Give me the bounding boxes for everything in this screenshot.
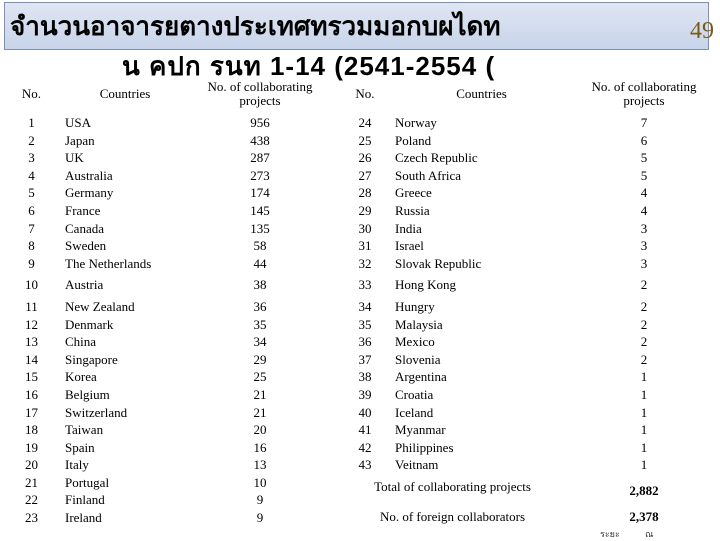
table-row — [337, 439, 720, 457]
project-count: 956 — [250, 115, 270, 130]
row-number: 29 — [358, 202, 372, 218]
country-name: Slovenia — [395, 351, 441, 367]
total-projects-row — [337, 474, 720, 500]
country-name: The Netherlands — [65, 255, 152, 271]
row-number: 22 — [25, 492, 38, 508]
country-name: Austria — [65, 277, 104, 293]
row-number: 5 — [28, 185, 35, 201]
country-name: USA — [65, 115, 92, 130]
row-number: 43 — [358, 457, 372, 473]
country-name: Malaysia — [395, 316, 443, 332]
header-projects — [185, 74, 335, 114]
country-name: New Zealand — [65, 298, 135, 314]
country-name: Canada — [65, 220, 104, 236]
header-projects-line1: No. of collaborating — [207, 79, 313, 94]
table-row — [337, 386, 720, 404]
country-name: France — [65, 202, 101, 218]
country-name: Spain — [65, 439, 95, 455]
country-name: Veitnam — [395, 457, 439, 473]
table-row — [0, 474, 335, 492]
project-count: 145 — [250, 202, 270, 218]
header-projects-line2: projects — [623, 93, 665, 108]
table-row — [0, 255, 335, 273]
right-table-body — [337, 114, 720, 526]
table-row — [337, 237, 720, 255]
right-table — [337, 74, 720, 526]
table-row — [0, 149, 335, 167]
foreign-collaborators-row — [337, 500, 720, 526]
foreign-collaborators-value: 2,378 — [629, 509, 659, 525]
row-number: 23 — [25, 510, 38, 526]
row-number: 4 — [28, 167, 35, 183]
project-count: 4 — [640, 185, 648, 201]
country-name: Myanmar — [395, 422, 446, 438]
row-number: 20 — [25, 457, 38, 473]
row-number: 27 — [358, 167, 372, 183]
row-number: 8 — [28, 238, 35, 254]
project-count: 2 — [640, 334, 648, 350]
country-name: Poland — [395, 132, 432, 148]
row-number: 11 — [25, 298, 38, 314]
project-count: 36 — [253, 298, 267, 314]
page-subtitle: น คปก รนท 1-14 (2541-2554 ( — [122, 51, 496, 81]
project-count: 58 — [253, 238, 267, 254]
row-number: 19 — [25, 439, 38, 455]
row-number: 7 — [28, 220, 35, 236]
project-count: 5 — [640, 167, 648, 183]
country-name: Russia — [395, 202, 430, 218]
project-count: 174 — [250, 185, 270, 201]
project-count: 21 — [253, 386, 267, 402]
project-count: 10 — [253, 474, 267, 490]
project-count: 3 — [640, 255, 648, 271]
table-row — [337, 132, 720, 150]
country-name: Switzerland — [65, 404, 128, 420]
project-count: 1 — [640, 369, 648, 385]
table-row — [0, 114, 335, 132]
project-count: 20 — [253, 422, 267, 438]
country-name: Ireland — [65, 510, 102, 526]
row-number: 12 — [25, 316, 38, 332]
project-count: 1 — [640, 386, 648, 402]
page-title: จำนวนอาจารยตางประเทศทรวมมอกบผไดท — [10, 11, 501, 41]
table-row — [337, 220, 720, 238]
table-row — [0, 456, 335, 474]
country-name: China — [65, 334, 97, 350]
project-count: 44 — [253, 255, 267, 271]
project-count: 4 — [640, 202, 648, 218]
country-name: Slovak Republic — [395, 255, 482, 271]
project-count: 1 — [640, 422, 648, 438]
table-row — [337, 298, 720, 316]
project-count: 9 — [256, 510, 264, 526]
project-count: 21 — [253, 404, 267, 420]
row-number: 31 — [358, 238, 372, 254]
row-number: 18 — [25, 422, 38, 438]
header-projects — [568, 74, 720, 114]
table-row — [0, 132, 335, 150]
row-number: 13 — [25, 334, 38, 350]
project-count: 1 — [640, 457, 648, 473]
row-number: 14 — [25, 351, 38, 367]
page-number: 49 — [690, 18, 714, 44]
project-count: 34 — [253, 334, 267, 350]
table-row — [0, 316, 335, 334]
country-name: South Africa — [395, 167, 462, 183]
project-count: 6 — [640, 132, 648, 148]
left-table-body — [0, 114, 335, 527]
row-number: 15 — [25, 369, 38, 385]
left-table — [0, 74, 335, 527]
country-name: Argentina — [395, 369, 447, 385]
table-row — [0, 509, 335, 527]
project-count: 38 — [253, 277, 267, 293]
country-name: Denmark — [65, 316, 114, 332]
project-count: 2 — [640, 351, 648, 367]
country-name: Greece — [395, 185, 432, 201]
table-row — [337, 316, 720, 334]
table-row — [337, 456, 720, 474]
row-number: 21 — [25, 474, 38, 490]
project-count: 7 — [640, 115, 648, 130]
project-count: 29 — [253, 351, 267, 367]
row-number: 25 — [358, 132, 372, 148]
row-number: 35 — [358, 316, 372, 332]
project-count: 3 — [640, 238, 648, 254]
footer-mark: ณ — [645, 529, 654, 539]
table-row — [337, 276, 720, 294]
table-row — [337, 114, 720, 132]
table-row — [337, 255, 720, 273]
table-row — [337, 202, 720, 220]
row-number: 3 — [28, 150, 35, 166]
table-row — [0, 220, 335, 238]
table-row — [0, 184, 335, 202]
row-number: 33 — [358, 277, 372, 293]
country-name: Singapore — [65, 351, 118, 367]
row-number: 30 — [358, 220, 372, 236]
header-projects-line2: projects — [239, 93, 281, 108]
table-row — [0, 276, 335, 294]
table-row — [0, 202, 335, 220]
table-row — [0, 386, 335, 404]
table-row — [0, 237, 335, 255]
row-number: 34 — [358, 298, 372, 314]
project-count: 287 — [250, 150, 270, 166]
project-count: 2 — [640, 277, 648, 293]
country-name: Hungry — [395, 298, 435, 314]
country-name: Australia — [65, 167, 113, 183]
country-name: Finland — [65, 492, 105, 508]
country-name: Czech Republic — [395, 150, 478, 166]
header-no: No. — [21, 86, 42, 101]
table-row — [0, 421, 335, 439]
table-row — [0, 167, 335, 185]
country-name: Taiwan — [65, 422, 104, 438]
project-count: 25 — [253, 369, 267, 385]
row-number: 17 — [25, 404, 38, 420]
table-row — [0, 491, 335, 509]
table-row — [337, 167, 720, 185]
country-name: Germany — [65, 185, 114, 201]
row-number: 36 — [358, 334, 372, 350]
total-projects-label: Total of collaborating projects — [374, 479, 531, 495]
country-name: Hong Kong — [395, 277, 457, 293]
project-count: 2 — [640, 298, 648, 314]
table-row — [0, 439, 335, 457]
project-count: 35 — [253, 316, 267, 332]
project-count: 13 — [253, 457, 267, 473]
project-count: 1 — [640, 404, 648, 420]
table-row — [337, 149, 720, 167]
project-count: 273 — [250, 167, 270, 183]
project-count: 1 — [640, 439, 648, 455]
table-row — [0, 404, 335, 422]
table-row — [0, 298, 335, 316]
row-number: 37 — [358, 351, 372, 367]
country-name: Sweden — [65, 238, 107, 254]
project-count: 438 — [250, 132, 270, 148]
table-row — [0, 351, 335, 369]
row-number: 28 — [358, 185, 372, 201]
foreign-collaborators-label: No. of foreign collaborators — [379, 509, 526, 525]
country-name: Japan — [65, 132, 95, 148]
row-number: 41 — [358, 422, 372, 438]
country-name: Italy — [65, 457, 89, 473]
row-number: 1 — [28, 115, 35, 130]
total-projects-value: 2,882 — [629, 483, 659, 499]
country-name: Israel — [395, 238, 424, 254]
country-name: Mexico — [395, 334, 435, 350]
table-row — [337, 421, 720, 439]
header-countries: Countries — [99, 86, 151, 101]
row-number: 40 — [358, 404, 372, 420]
row-number: 6 — [28, 202, 35, 218]
country-name: India — [395, 220, 422, 236]
footer-mark: ระยะ — [600, 529, 620, 539]
table-row — [337, 351, 720, 369]
project-count: 135 — [250, 220, 270, 236]
header-no: No. — [355, 86, 375, 101]
country-name: Iceland — [395, 404, 434, 420]
table-row — [337, 184, 720, 202]
row-number: 16 — [25, 386, 38, 402]
row-number: 42 — [358, 439, 372, 455]
table-row — [337, 368, 720, 386]
country-name: UK — [65, 150, 84, 166]
country-name: Croatia — [395, 386, 434, 402]
row-number: 9 — [28, 255, 35, 271]
country-name: Korea — [65, 369, 97, 385]
country-name: Philippines — [395, 439, 454, 455]
row-number: 32 — [358, 255, 372, 271]
project-count: 9 — [256, 492, 264, 508]
project-count: 2 — [640, 316, 648, 332]
country-name: Belgium — [65, 386, 110, 402]
header-countries: Countries — [456, 86, 507, 101]
row-number: 38 — [358, 369, 372, 385]
row-number: 2 — [28, 132, 35, 148]
project-count: 16 — [253, 439, 267, 455]
row-number: 39 — [358, 386, 372, 402]
project-count: 5 — [640, 150, 648, 166]
row-number: 26 — [358, 150, 372, 166]
country-name: Portugal — [65, 474, 110, 490]
row-number: 10 — [25, 277, 38, 293]
country-name: Norway — [395, 115, 437, 130]
table-row — [0, 368, 335, 386]
row-number: 24 — [358, 115, 372, 130]
project-count: 3 — [640, 220, 648, 236]
table-row — [0, 333, 335, 351]
table-row — [337, 333, 720, 351]
table-row — [337, 404, 720, 422]
header-projects-line1: No. of collaborating — [591, 79, 697, 94]
